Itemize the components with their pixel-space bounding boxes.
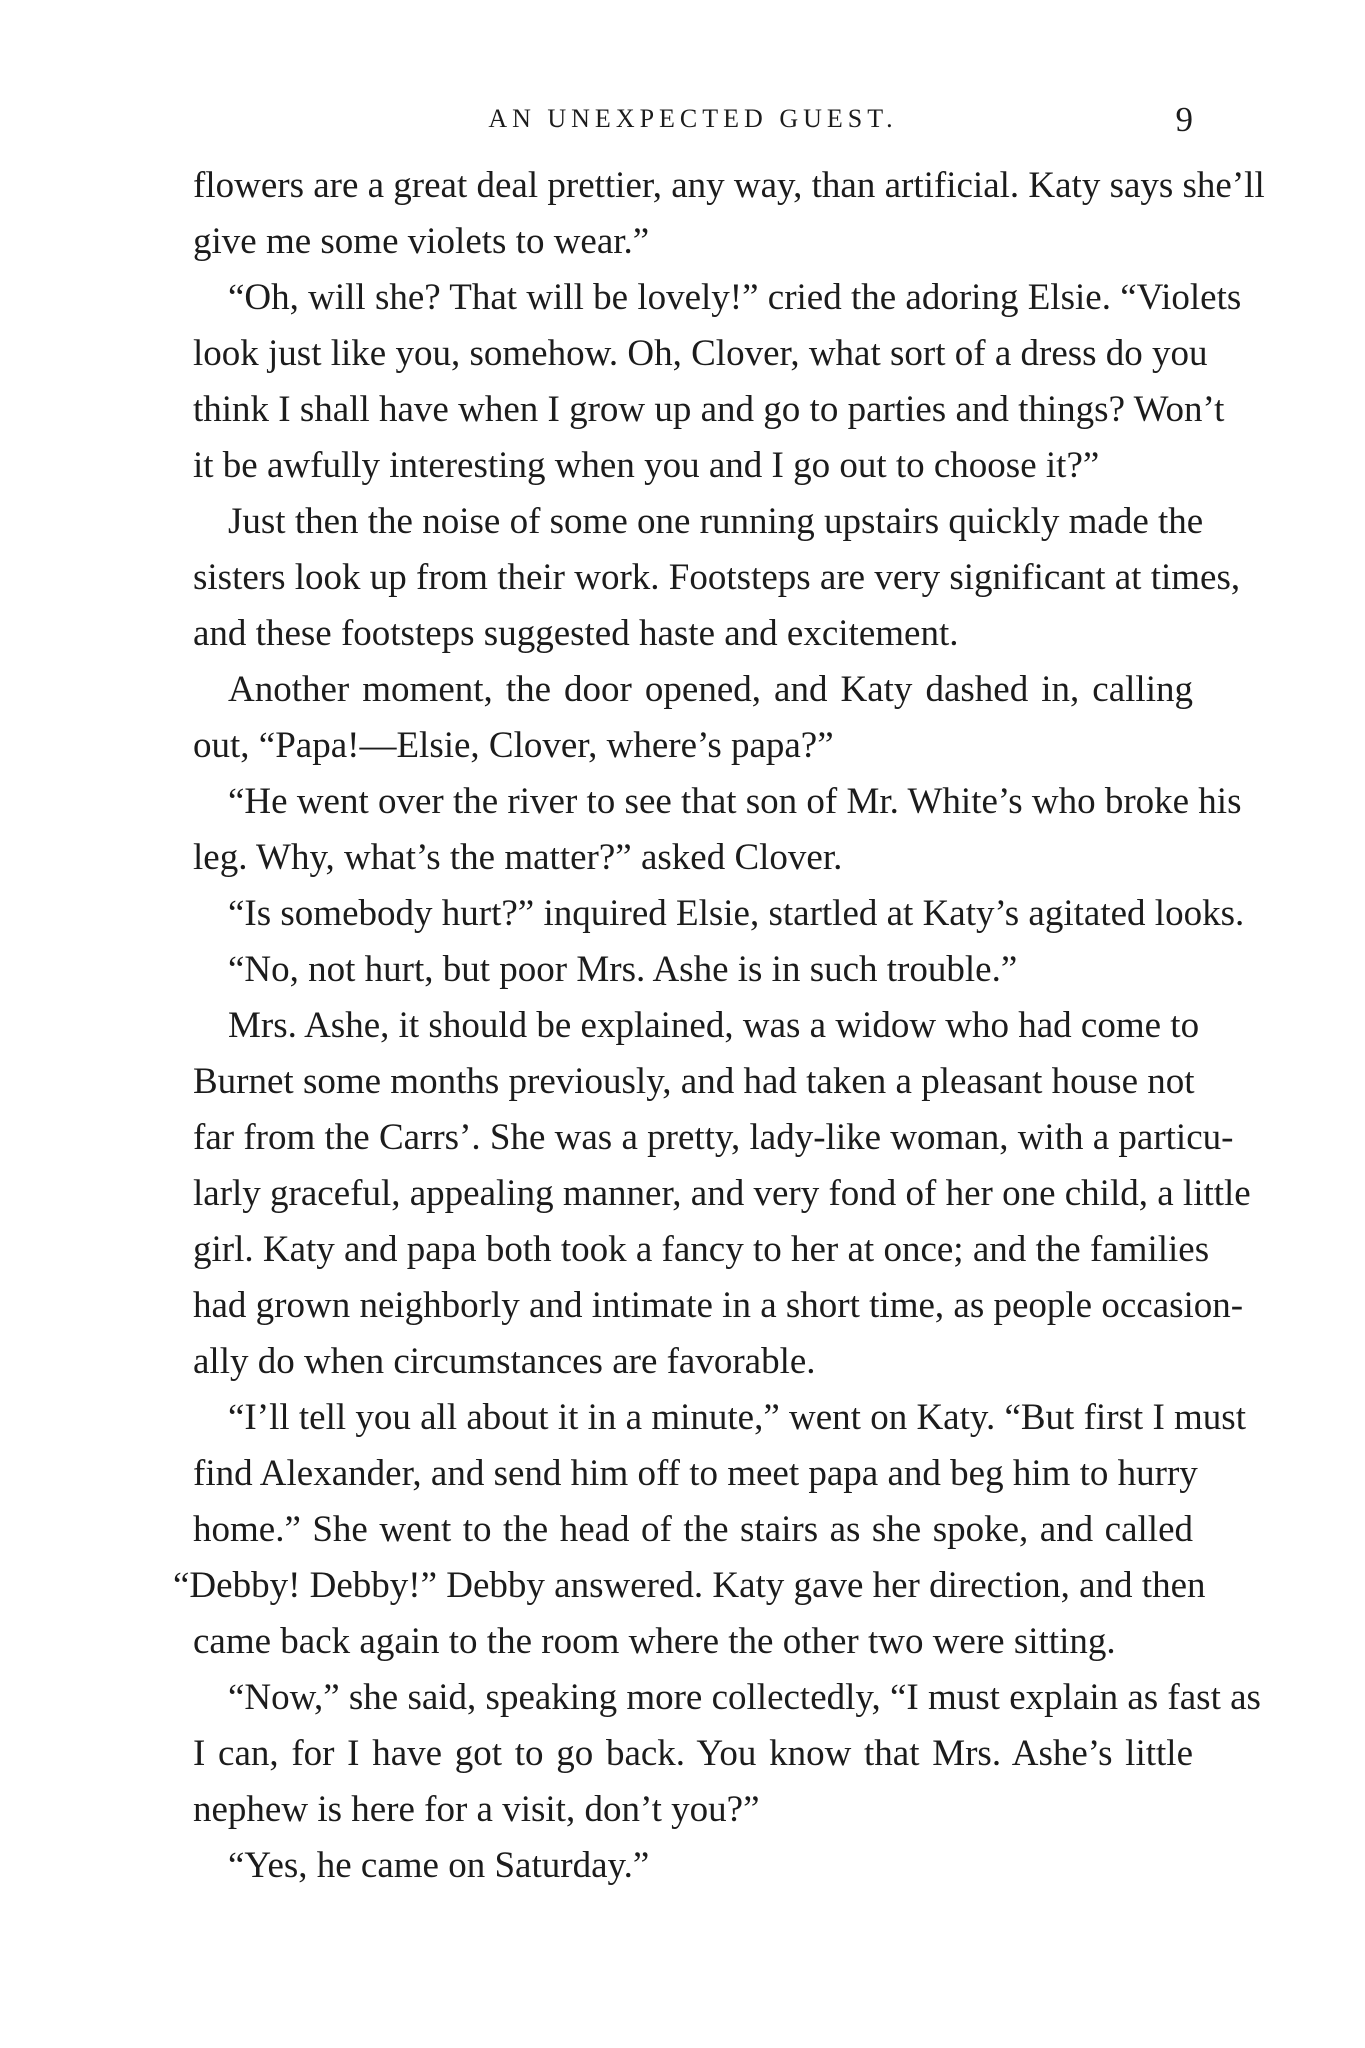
text-line: it be awfully interesting when you and I go out to choose it?” (193, 445, 1100, 486)
text-line: came back again to the room where the other two were sitting. (193, 1621, 1116, 1662)
text-line: had grown neighborly and intimate in a short time, as people occasion- (193, 1285, 1244, 1326)
page-number: 9 (1175, 100, 1193, 139)
text-line: “Yes, he came on Saturday.” (228, 1845, 650, 1886)
text-line: think I shall have when I grow up and go to parties and things? Won’t (193, 389, 1225, 430)
running-head (193, 100, 1193, 150)
text-line: Burnet some months previously, and had taken a pleasant house not (193, 1061, 1195, 1102)
text-line: ally do when circumstances are favorable. (193, 1341, 816, 1382)
text-line: Mrs. Ashe, it should be explained, was a widow who had come to (228, 1005, 1200, 1046)
body-text (173, 158, 1265, 1894)
text-line: home.” She went to the head of the stairs as she spoke, and called (193, 1509, 1193, 1550)
text-line: nephew is here for a visit, don’t you?” (193, 1789, 760, 1830)
text-line: look just like you, somehow. Oh, Clover, what sort of a dress do you (193, 333, 1208, 374)
text-line: “He went over the river to see that son of Mr. White’s who broke his (228, 781, 1242, 822)
text-line: “No, not hurt, but poor Mrs. Ashe is in such trouble.” (228, 949, 1018, 990)
text-line: find Alexander, and send him off to meet papa and beg him to hurry (193, 1453, 1198, 1494)
text-line: “Oh, will she? That will be lovely!” cried the adoring Elsie. “Violets (228, 277, 1242, 318)
text-line: sisters look up from their work. Footsteps are very significant at times, (193, 557, 1241, 598)
text-line: far from the Carrs’. She was a pretty, lady-like woman, with a particu- (193, 1117, 1234, 1158)
text-line: I can, for I have got to go back. You know that Mrs. Ashe’s little (193, 1733, 1193, 1774)
text-line: out, “Papa!—Elsie, Clover, where’s papa?” (193, 725, 834, 766)
text-line: give me some violets to wear.” (193, 221, 650, 262)
text-line: “Is somebody hurt?” inquired Elsie, startled at Katy’s agitated looks. (228, 893, 1245, 934)
text-line: girl. Katy and papa both took a fancy to her at once; and the families (193, 1229, 1210, 1270)
text-line: Just then the noise of some one running upstairs quickly made the (228, 501, 1204, 542)
text-line: flowers are a great deal prettier, any way, than artificial. Katy says she’ll (193, 165, 1265, 206)
text-line: “I’ll tell you all about it in a minute,” went on Katy. “But first I must (228, 1397, 1246, 1438)
text-line: “Debby! Debby!” Debby answered. Katy gave her direction, and then (173, 1565, 1206, 1606)
text-line: and these footsteps suggested haste and excitement. (193, 613, 959, 654)
text-line: larly graceful, appealing manner, and very fond of her one child, a little (193, 1173, 1251, 1214)
text-line: Another moment, the door opened, and Katy dashed in, calling (228, 669, 1193, 710)
running-title: AN UNEXPECTED GUEST. (488, 104, 898, 133)
text-line: leg. Why, what’s the matter?” asked Clover. (193, 837, 843, 878)
text-line: “Now,” she said, speaking more collectedly, “I must explain as fast as (228, 1677, 1261, 1718)
